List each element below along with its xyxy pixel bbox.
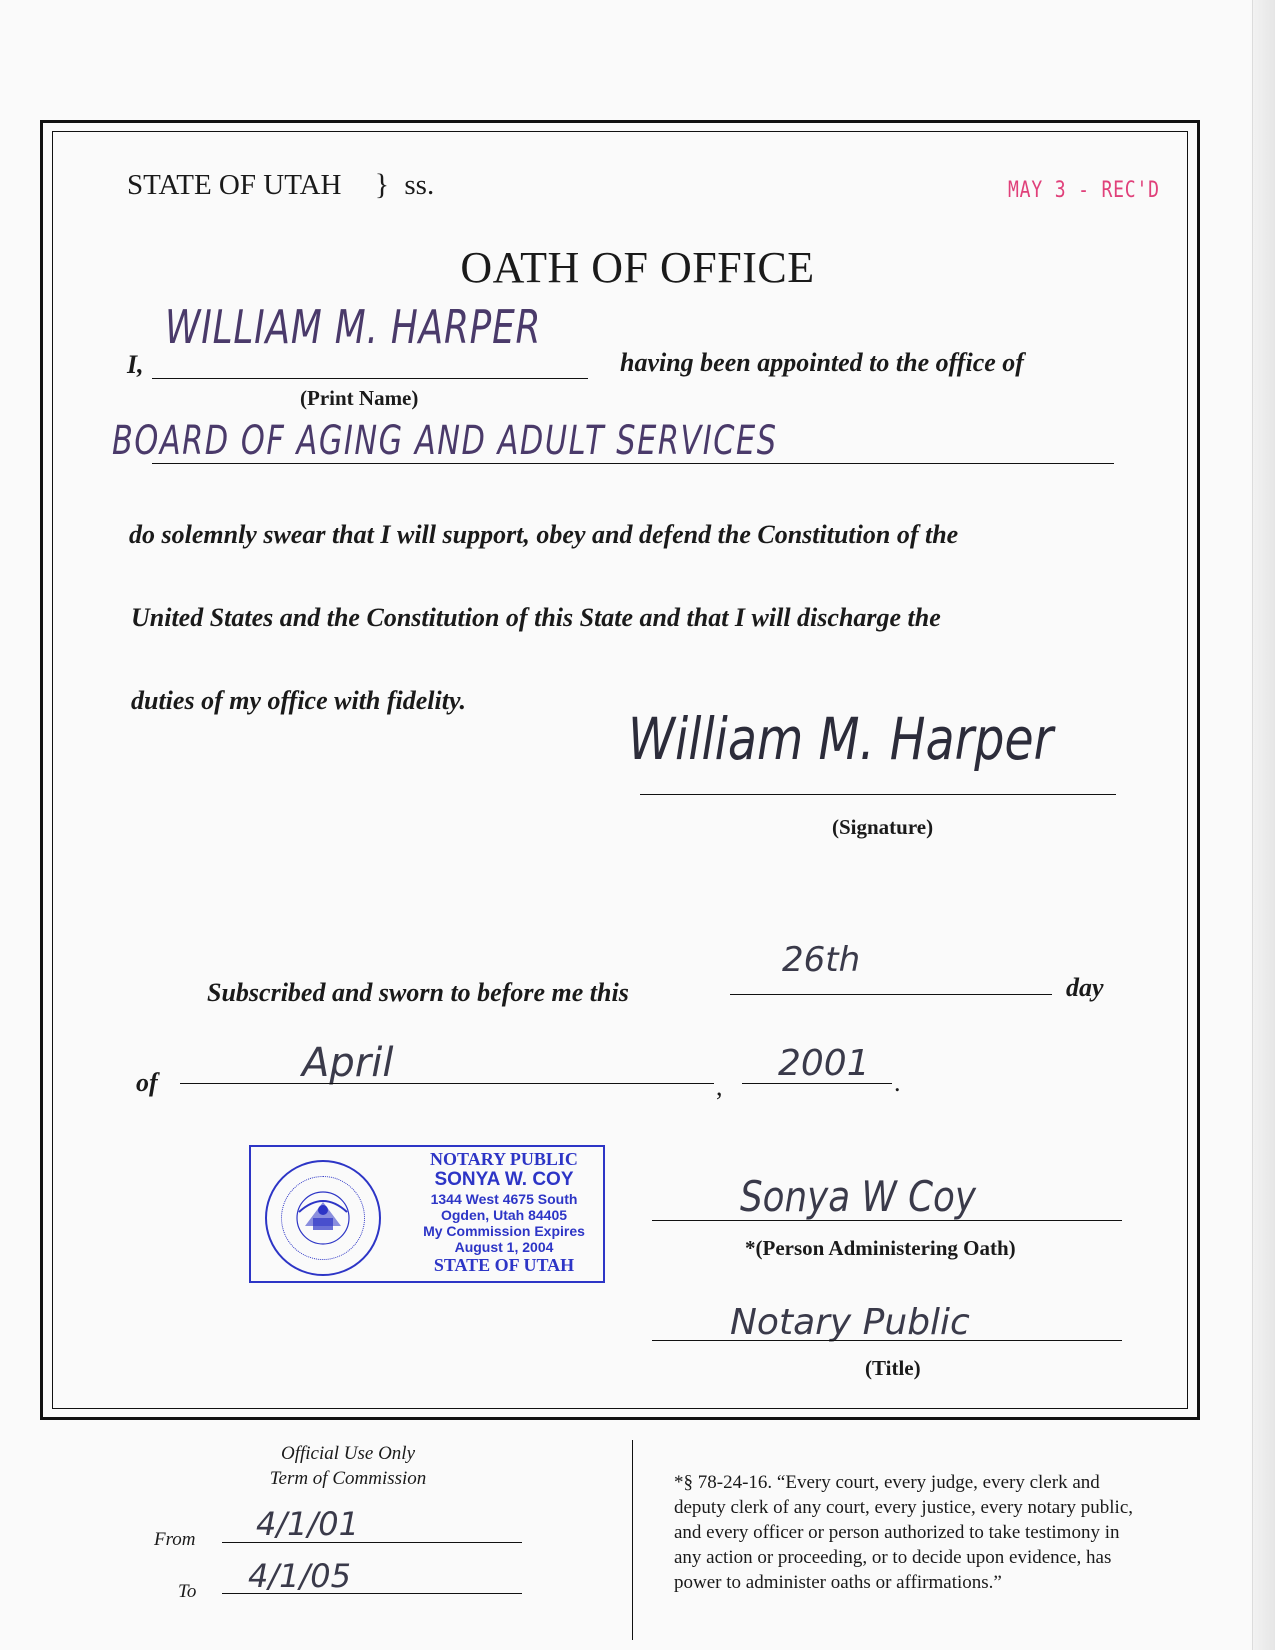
state-brace: } <box>374 168 390 201</box>
print-name-line <box>152 378 588 379</box>
administering-signature-value: Sonya W Coy <box>740 1172 977 1221</box>
month-value: April <box>302 1040 394 1086</box>
title-caption: (Title) <box>865 1356 921 1380</box>
footnote-line-4: any action or proceeding, or to decide upon evidence, has <box>674 1547 1112 1568</box>
to-value: 4/1/05 <box>248 1557 351 1595</box>
from-label: From <box>154 1529 196 1550</box>
notary-stamp-text <box>406 1149 602 1275</box>
signature-caption: (Signature) <box>832 815 934 839</box>
oath-line-1: do solemnly swear that I will support, obey and defend the Constitution of the <box>129 520 959 549</box>
document-title: OATH OF OFFICE <box>460 243 815 292</box>
notary-stamp-state: STATE OF UTAH <box>433 1255 575 1275</box>
oath-line-2: United States and the Constitution of this State and that I will discharge the <box>131 603 941 632</box>
of-label: of <box>136 1068 158 1097</box>
state-name: STATE OF UTAH <box>127 169 342 201</box>
oath-line-3: duties of my office with fidelity. <box>131 686 467 715</box>
term-of-commission-heading: Term of Commission <box>269 1468 427 1489</box>
year-value: 2001 <box>778 1043 870 1084</box>
state-seal-emblem-icon <box>267 1162 379 1274</box>
notary-stamp-expires-date: August 1, 2004 <box>454 1239 554 1255</box>
appointed-text: having been appointed to the office of <box>620 348 1024 377</box>
to-label: To <box>178 1581 197 1602</box>
day-line <box>730 994 1052 995</box>
from-value: 4/1/01 <box>256 1505 359 1543</box>
state-ss: ss. <box>404 169 435 201</box>
to-line <box>222 1593 522 1594</box>
office-line <box>152 463 1114 464</box>
received-stamp: MAY 3 - REC'D <box>1008 178 1160 203</box>
day-label: day <box>1066 973 1104 1002</box>
notary-title-value: Notary Public <box>730 1302 970 1343</box>
notary-stamp <box>249 1145 605 1283</box>
signature-line <box>640 794 1116 795</box>
i-label: I, <box>127 350 144 379</box>
notary-stamp-name: SONYA W. COY <box>434 1169 574 1190</box>
administering-line <box>652 1220 1122 1221</box>
subscribed-text: Subscribed and sworn to before me this <box>207 978 629 1007</box>
notary-stamp-expires-label: My Commission Expires <box>423 1223 585 1239</box>
official-use-heading: Official Use Only <box>280 1443 416 1464</box>
footnote-line-5: power to administer oaths or affirmations.” <box>674 1572 1002 1593</box>
footnote-line-3: and every officer or person authorized to take testimony in <box>674 1522 1120 1543</box>
from-line <box>222 1542 522 1543</box>
date-period: . <box>894 1068 901 1097</box>
footer-divider <box>632 1440 633 1640</box>
oath-signature-value: William M. Harper <box>628 705 1054 773</box>
notary-stamp-address-1: 1344 West 4675 South <box>430 1191 578 1207</box>
office-value: BOARD OF AGING AND ADULT SERVICES <box>112 418 778 464</box>
state-seal <box>265 1160 381 1276</box>
title-line <box>652 1340 1122 1341</box>
notary-stamp-address-2: Ogden, Utah 84405 <box>440 1207 568 1223</box>
footnote-line-1: *§ 78-24-16. “Every court, every judge, every clerk and <box>674 1472 1100 1493</box>
month-line <box>180 1083 714 1084</box>
day-value: 26th <box>782 940 861 980</box>
statute-footnote <box>674 1470 1214 1595</box>
date-comma: , <box>716 1072 723 1101</box>
state-heading <box>127 168 434 202</box>
notary-stamp-heading: NOTARY PUBLIC <box>430 1149 578 1169</box>
print-name-value: WILLIAM M. HARPER <box>165 300 542 354</box>
administering-caption: *(Person Administering Oath) <box>745 1236 1016 1260</box>
year-line <box>742 1083 892 1084</box>
footnote-line-2: deputy clerk of any court, every justice, every notary public, <box>674 1497 1133 1518</box>
print-name-caption: (Print Name) <box>300 386 419 410</box>
